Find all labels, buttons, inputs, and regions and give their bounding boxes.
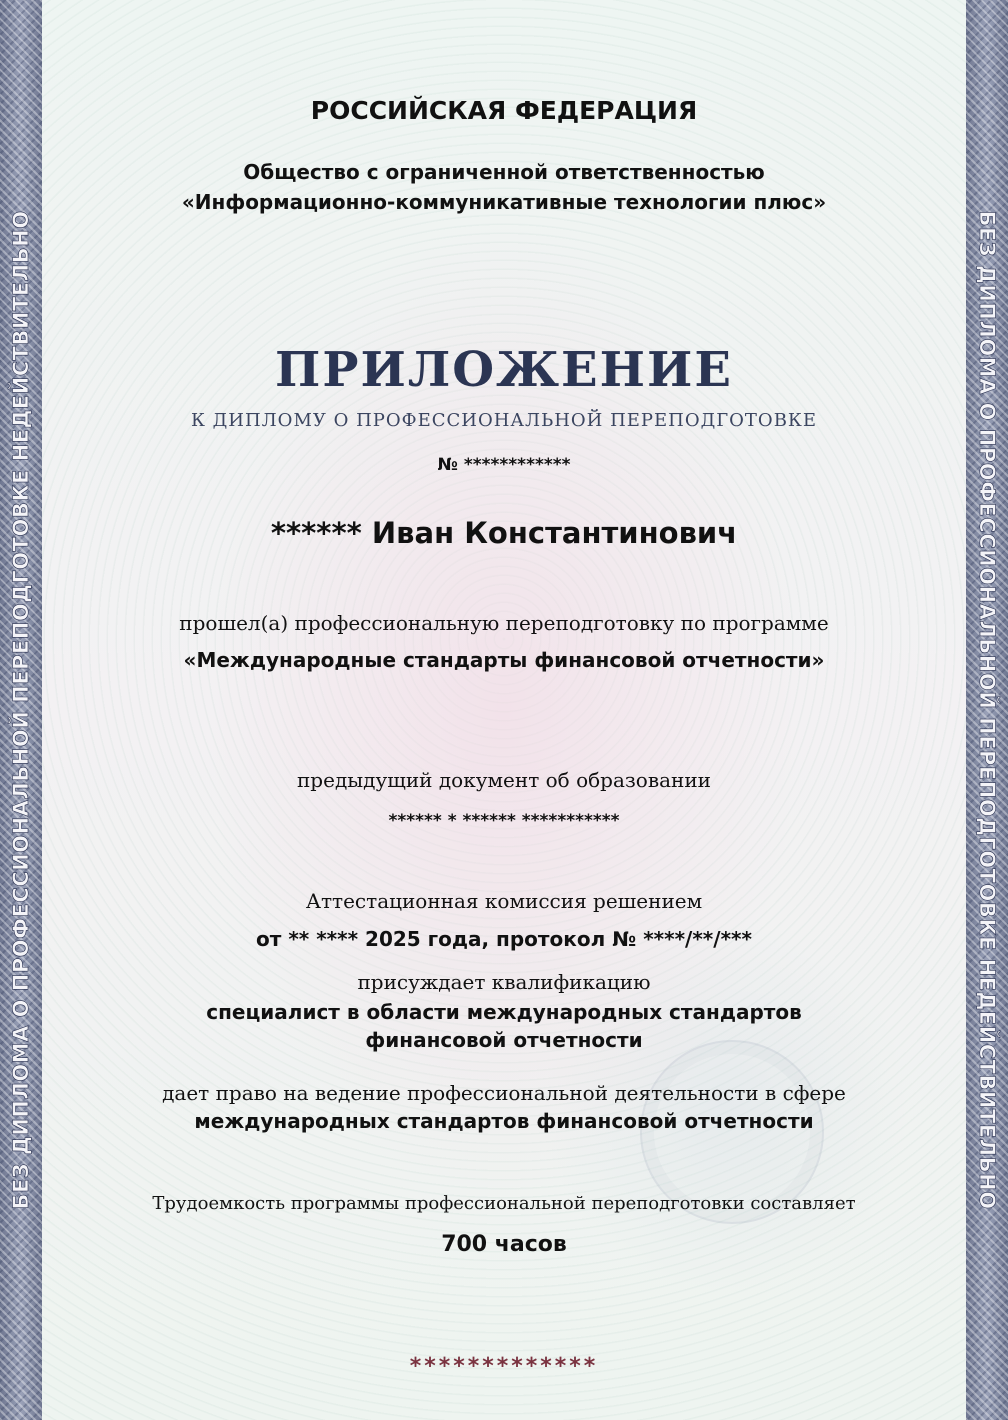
program-label: прошел(а) профессиональную переподготовку по программе	[179, 611, 829, 635]
previous-education-value: ****** * ****** ***********	[388, 811, 620, 831]
qualification-line1: специалист в области международных стандартов	[206, 1000, 802, 1024]
footer-serial: *************	[409, 1354, 599, 1379]
left-security-border	[0, 0, 42, 1420]
qualification-label: присуждает квалификацию	[357, 970, 651, 994]
organization-name: «Информационно-коммуникативные технологии плюс»	[181, 190, 827, 214]
right-security-border	[966, 0, 1008, 1420]
qualification-line2: финансовой отчетности	[365, 1028, 643, 1052]
document-title: ПРИЛОЖЕНИЕ	[275, 342, 733, 398]
previous-education-label: предыдущий документ об образовании	[296, 768, 712, 792]
rights-label: дает право на ведение профессиональной деятельности в сфере	[162, 1081, 846, 1105]
hours-value: 700 часов	[441, 1232, 567, 1257]
program-name: «Международные стандарты финансовой отчетности»	[183, 648, 825, 672]
organization-type: Общество с ограниченной ответственностью	[243, 160, 765, 184]
document-subtitle: К ДИПЛОМУ О ПРОФЕССИОНАЛЬНОЙ ПЕРЕПОДГОТОВКЕ	[190, 410, 817, 431]
recipient-name: ****** Иван Константинович	[270, 516, 738, 550]
country-heading: РОССИЙСКАЯ ФЕДЕРАЦИЯ	[310, 96, 698, 125]
document-number: № ************	[437, 455, 571, 475]
commission-protocol: от ** **** 2025 года, протокол № ****/**/***	[256, 927, 752, 951]
left-border-text: БЕЗ ДИПЛОМА О ПРОФЕССИОНАЛЬНОЙ ПЕРЕПОДГОТОВКЕ НЕДЕЙСТВИТЕЛЬНО	[9, 210, 33, 1210]
hours-label: Трудоемкость программы профессиональной переподготовки составляет	[152, 1193, 856, 1214]
rights-value: международных стандартов финансовой отчетности	[194, 1109, 814, 1133]
right-border-text: БЕЗ ДИПЛОМА О ПРОФЕССИОНАЛЬНОЙ ПЕРЕПОДГОТОВКЕ НЕДЕЙСТВИТЕЛЬНО	[975, 210, 999, 1210]
commission-label: Аттестационная комиссия решением	[305, 889, 703, 913]
